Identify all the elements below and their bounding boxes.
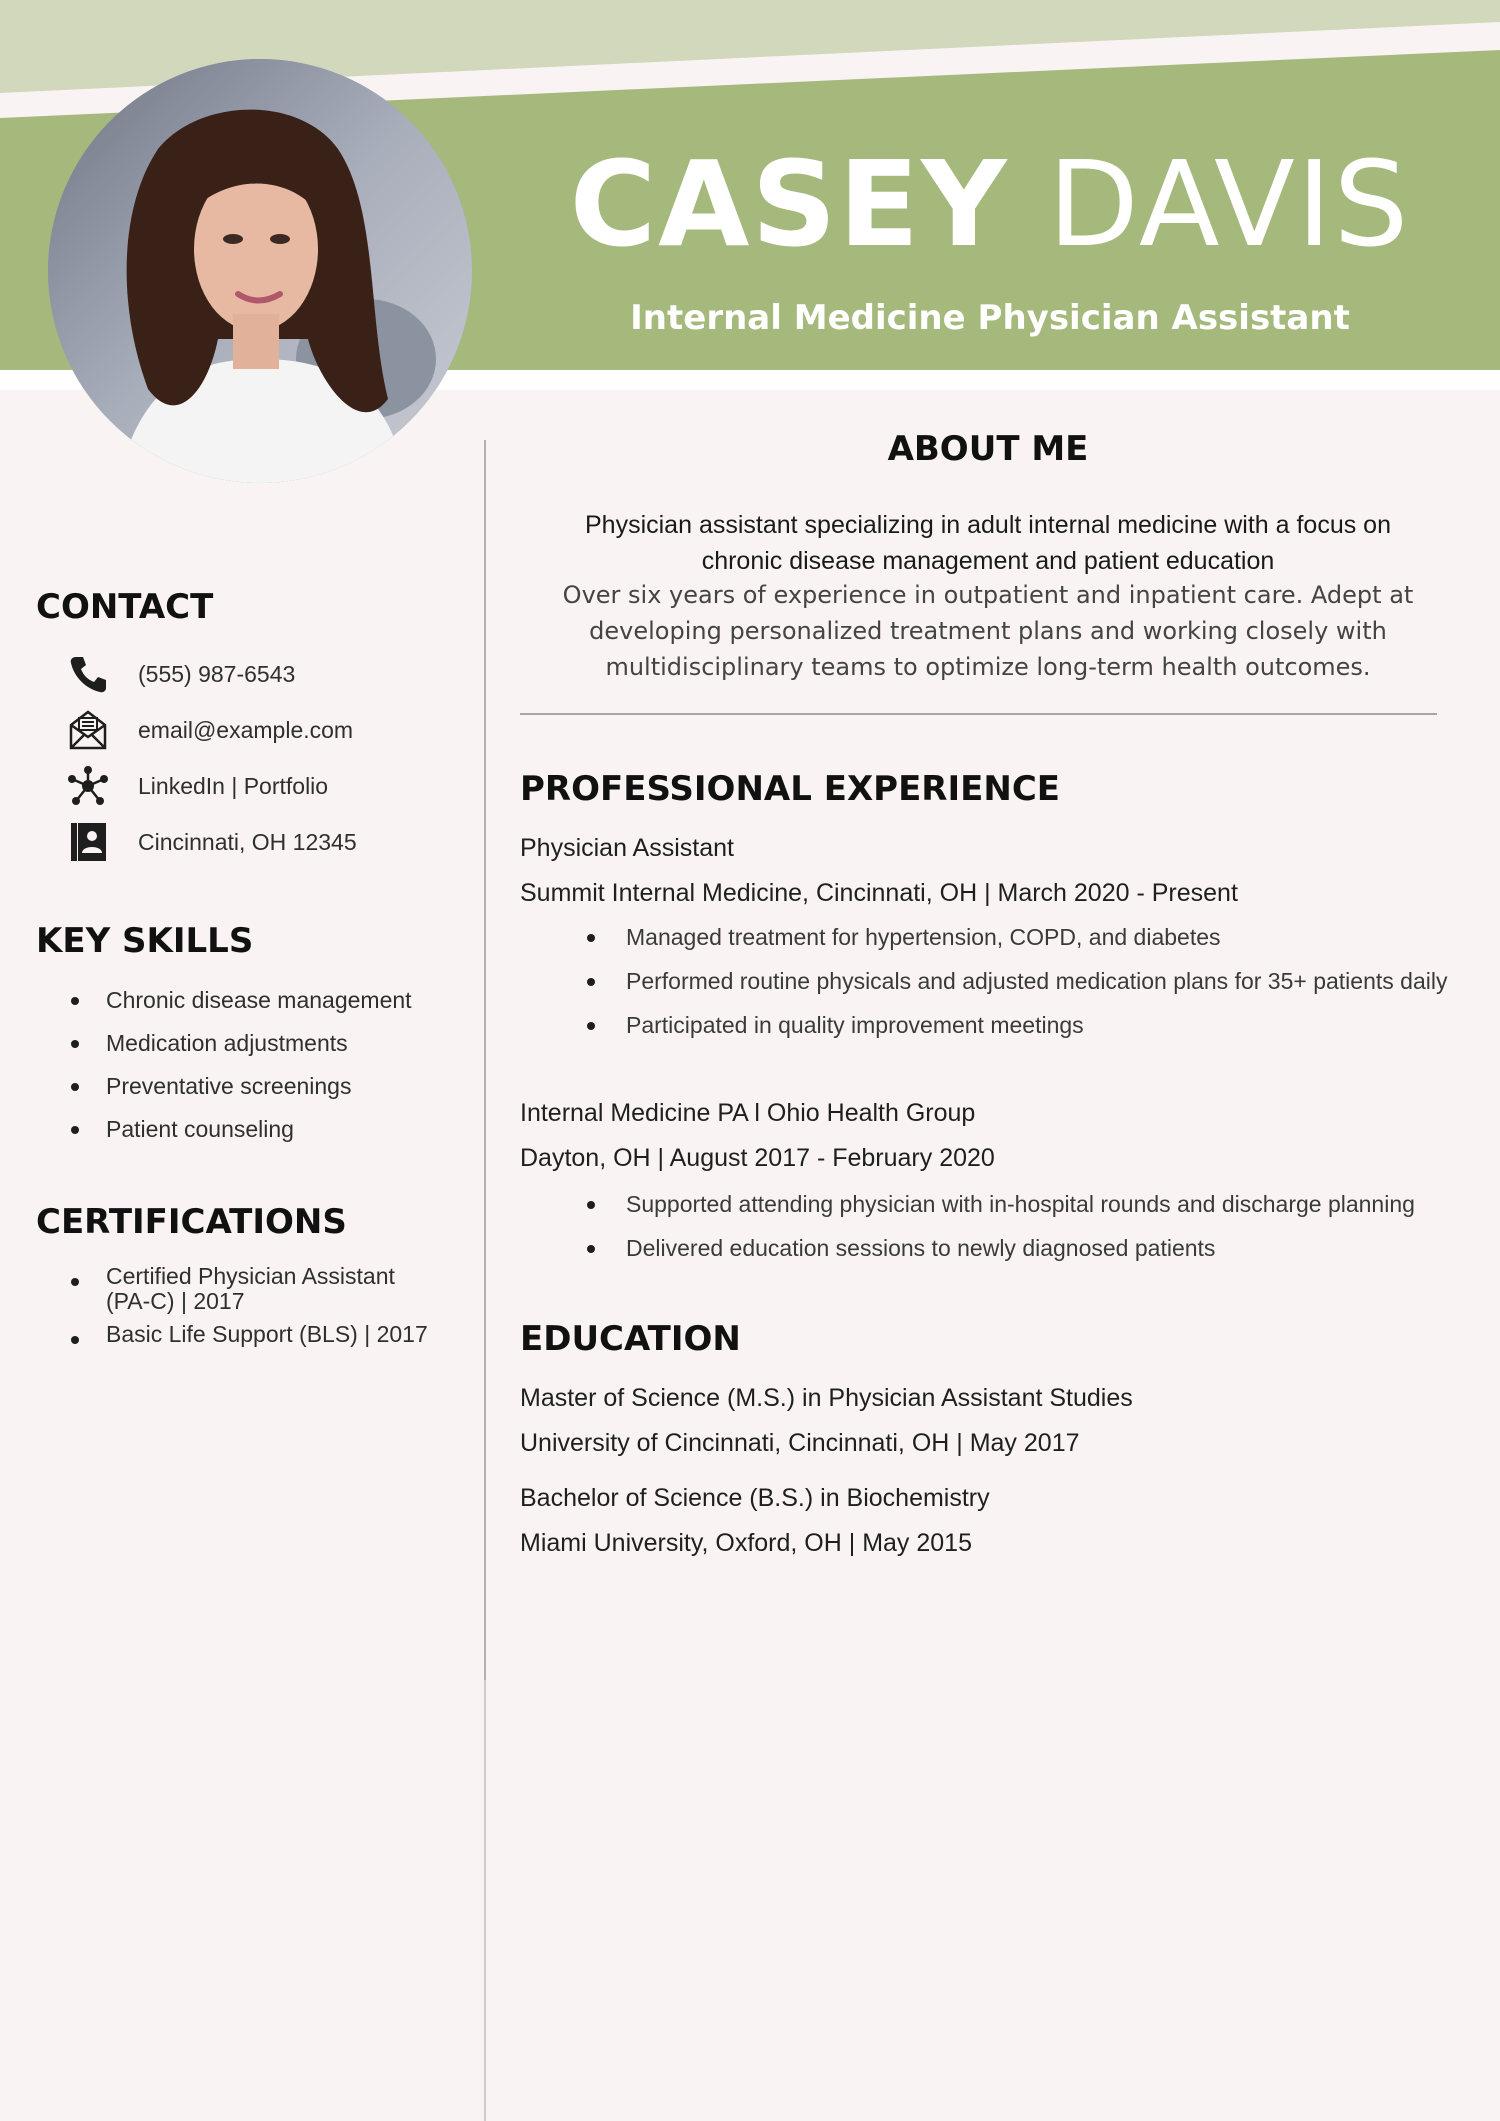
job-bullet: Performed routine physicals and adjusted medication plans for 35+ patients daily	[578, 965, 1458, 997]
job-bullet: Delivered education sessions to newly diagnosed patients	[578, 1232, 1498, 1264]
contact-heading: CONTACT	[36, 587, 214, 627]
contact-links	[64, 764, 464, 808]
job-role: Internal Medicine PA l Ohio Health Group	[520, 1099, 976, 1127]
skill-item: Patient counseling	[66, 1112, 466, 1146]
certification-item: Certified Physician Assistant (PA-C) | 2017	[66, 1264, 436, 1314]
certifications-list	[66, 1264, 466, 1347]
last-name: DAVIS	[1048, 135, 1411, 273]
linkedin-portfolio-links[interactable]: LinkedIn | Portfolio	[138, 772, 329, 799]
about-heading: ABOUT ME	[887, 429, 1089, 469]
column-divider	[484, 440, 486, 1680]
column-divider-lower	[484, 1680, 486, 2121]
job-bullets	[578, 921, 1458, 1053]
about-description: Over six years of experience in outpatient and inpatient care. Adept at developing personalized treatment plans and working closely with multidisciplinary teams to optimize long-term health outcomes.	[562, 581, 1414, 681]
job-bullet: Supported attending physician with in-hospital rounds and discharge planning	[578, 1188, 1498, 1220]
phone-icon	[64, 652, 112, 696]
skills-heading: KEY SKILLS	[36, 921, 254, 961]
skill-item: Medication adjustments	[66, 1026, 466, 1060]
job-bullets	[578, 1188, 1498, 1276]
contact-phone	[64, 652, 464, 696]
job-bullet: Managed treatment for hypertension, COPD, and diabetes	[578, 921, 1458, 953]
degree-name: Master of Science (M.S.) in Physician Assistant Studies	[520, 1384, 1133, 1412]
job-bullet: Participated in quality improvement meetings	[578, 1009, 1458, 1041]
experience-heading: PROFESSIONAL EXPERIENCE	[520, 769, 1060, 809]
degree-name: Bachelor of Science (B.S.) in Biochemistry	[520, 1484, 990, 1512]
network-icon	[64, 764, 112, 808]
degree-school: Miami University, Oxford, OH | May 2015	[520, 1529, 972, 1557]
job-role: Physician Assistant	[520, 834, 734, 862]
education-heading: EDUCATION	[520, 1319, 741, 1359]
skills-list	[66, 983, 466, 1155]
skill-item: Chronic disease management	[66, 983, 466, 1017]
full-name	[560, 135, 1420, 273]
phone-number: (555) 987-6543	[138, 660, 296, 687]
location: Cincinnati, OH 12345	[138, 828, 357, 855]
job-title: Internal Medicine Physician Assistant	[630, 298, 1350, 338]
job-detail: Dayton, OH | August 2017 - February 2020	[520, 1144, 995, 1172]
first-name: CASEY	[569, 135, 1009, 273]
certifications-heading: CERTIFICATIONS	[36, 1202, 347, 1242]
contact-email	[64, 708, 464, 752]
address-book-icon	[64, 820, 112, 864]
job-detail: Summit Internal Medicine, Cincinnati, OH | March 2020 - Present	[520, 879, 1238, 907]
envelope-icon	[64, 708, 112, 752]
skill-item: Preventative screenings	[66, 1069, 466, 1103]
profile-photo	[48, 59, 472, 483]
section-divider	[520, 713, 1437, 715]
about-summary: Physician assistant specializing in adult internal medicine with a focus on chronic disease management and patient education	[585, 511, 1391, 575]
certification-item: Basic Life Support (BLS) | 2017	[66, 1322, 466, 1347]
email-address: email@example.com	[138, 716, 354, 743]
contact-location	[64, 820, 464, 864]
degree-school: University of Cincinnati, Cincinnati, OH | May 2017	[520, 1429, 1080, 1457]
